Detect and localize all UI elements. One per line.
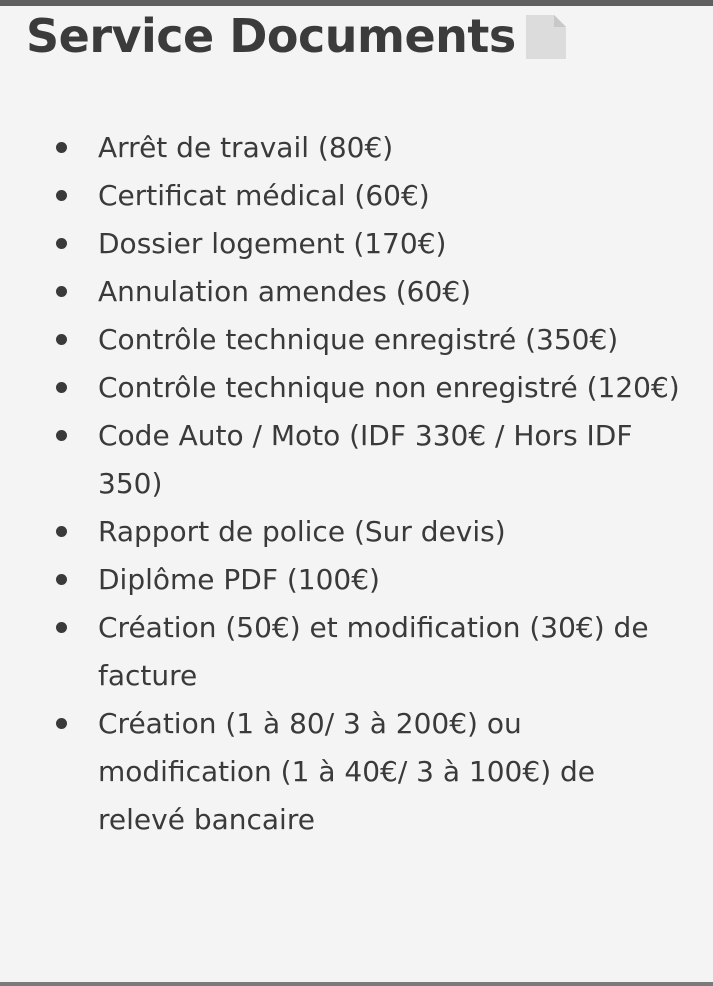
list-item: [50, 700, 690, 844]
list-item: [50, 508, 690, 556]
bullet: [56, 718, 67, 729]
list-item-text: Contrôle technique non enregistré (120€): [98, 371, 680, 404]
list-item: [50, 412, 690, 508]
list-item: [50, 556, 690, 604]
list-item-text: Annulation amendes (60€): [98, 275, 472, 308]
list-item-text: Arrêt de travail (80€): [98, 131, 394, 164]
bullet: [56, 190, 67, 201]
page-title: Service Documents: [26, 9, 516, 63]
list-item-text: Certificat médical (60€): [98, 179, 430, 212]
list-item-text: Dossier logement (170€): [98, 227, 447, 260]
bullet: [56, 622, 67, 633]
list-item: [50, 220, 690, 268]
list-item: [50, 316, 690, 364]
bullet: [56, 142, 67, 153]
bullet: [56, 574, 67, 585]
list-item-text: Diplôme PDF (100€): [98, 563, 380, 596]
list-item: [50, 604, 690, 700]
list-item: [50, 124, 690, 172]
title-row: [26, 6, 572, 66]
service-list: [50, 124, 690, 844]
list-item: [50, 172, 690, 220]
bullet: [56, 238, 67, 249]
bullet: [56, 526, 67, 537]
bullet: [56, 286, 67, 297]
list-item-text: Création (1 à 80/ 3 à 200€) ou modification (1 à 40€/ 3 à 100€) de relevé bancaire: [98, 707, 596, 836]
bullet: [56, 430, 67, 441]
list-item-text: Création (50€) et modification (30€) de facture: [98, 611, 649, 692]
list-item: [50, 268, 690, 316]
bullet: [56, 334, 67, 345]
list-item: [50, 364, 690, 412]
bullet: [56, 382, 67, 393]
bottom-border: [0, 982, 713, 986]
list-item-text: Contrôle technique enregistré (350€): [98, 323, 619, 356]
list-item-text: Rapport de police (Sur devis): [98, 515, 506, 548]
document-icon: [520, 13, 572, 61]
list-item-text: Code Auto / Moto (IDF 330€ / Hors IDF 350): [98, 419, 633, 500]
